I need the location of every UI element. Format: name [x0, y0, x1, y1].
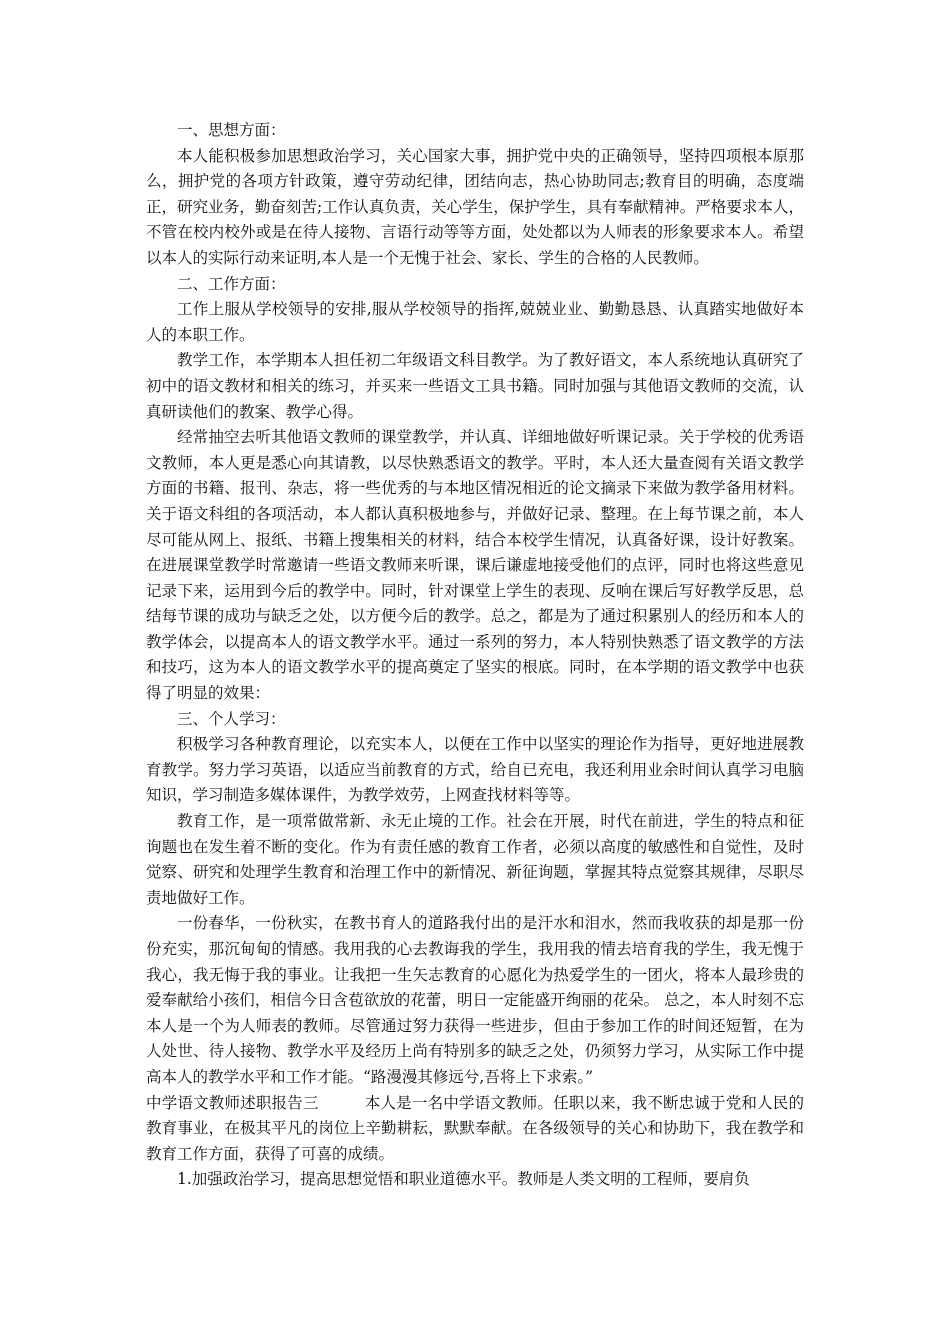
report-three-item-1: 1.加强政治学习，提高思想觉悟和职业道德水平。教师是人类文明的工程师，要肩负 — [177, 1170, 750, 1189]
report-three-intro: 本人是一名中学语文教师。任职以来，我不断忠诚于党和人民的教育事业，在极其平凡的岗位上辛勤耕耘，默默奉献。在各级领导的关心和协助下，我在教学和教育工作方面，获得了可喜的成绩。 — [146, 1093, 804, 1163]
paragraph-study-1: 积极学习各种教育理论，以充实本人，以便在工作中以坚实的理论作为指导，更好地进展教育教学。努力学习英语，以适应当前教育的方式，给自已充电，我还利用业余时间认真学习电脑知识，学习制造多媒体课件，为教学效劳，上网查找材料等等。 — [146, 735, 804, 805]
paragraph-thought: 本人能积极参加思想政治学习，关心国家大事，拥护党中央的正确领导，坚持四项根本原那么，拥护党的各项方针政策，遵守劳动纪律，团结向志，热心协助同志;教育目的明确，态度端正，研究业务，勤奋刻苦;工作认真负责，关心学生，保护学生，具有奉献精神。严格要求本人，不管在校内校外或是在待人接物、言语行动等等方面，处处都以为人师表的形象要求本人。希望以本人的实际行动来证明,本人是一个无愧于社会、家长、学生的合格的人民教师。 — [146, 146, 804, 267]
paragraph-study-3: 一份春华，一份秋实，在教书育人的道路我付出的是汗水和泪水，然而我收获的却是那一份份充实，那沉甸甸的情感。我用我的心去教诲我的学生，我用我的情去培育我的学生，我无愧于我心，我无悔于我的事业。让我把一生矢志教育的心愿化为热爱学生的一团火，将本人最珍贵的爱奉献给小孩们，相信今日含苞欲放的花蕾，明日一定能盛开绚丽的花朵。 总之，本人时刻不忘本人是一个为人师表的教师。尽管通过努力获得一些进步，但由于参加工作的时间还短暂，在为人处世、待人接物、教学水平及经历上尚有特别多的缺乏之处，仍须努力学习，从实际工作中提高本人的教学水平和工作才能。“路漫漫其修远兮,吾将上下求索。” — [146, 914, 804, 1086]
document-page — [146, 118, 804, 1193]
section-heading-work: 二、工作方面： — [177, 274, 286, 293]
paragraph-work-3: 经常抽空去听其他语文教师的课堂教学，并认真、详细地做好听课记录。关于学校的优秀语文教师，本人更是悉心向其请教，以尽快熟悉语文的教学。平时，本人还大量查阅有关语文教学方面的书籍、报刊、杂志，将一些优秀的与本地区情况相近的论文摘录下来做为教学备用材料。关于语文科组的各项活动，本人都认真积极地参与，并做好记录、整理。在上每节课之前，本人尽可能从网上、报纸、书籍上搜集相关的材料，结合本校学生情况，认真备好课，设计好教案。在进展课堂教学时常邀请一些语文教师来听课，课后谦虚地接受他们的点评，同时也将这些意见记录下来，运用到今后的教学中。同时，针对课堂上学生的表现、反响在课后写好教学反思，总结每节课的成功与缺乏之处，以方便今后的教学。总之，都是为了通过积累别人的经历和本人的教学体会，以提高本人的语文教学水平。通过一系列的努力，本人特别快熟悉了语文教学的方法和技巧，这为本人的语文教学水平的提高奠定了坚实的根底。同时，在本学期的语文教学中也获得了明显的效果： — [146, 428, 804, 703]
report-three-title: 中学语文教师述职报告三 — [146, 1093, 319, 1112]
paragraph-work-1: 工作上服从学校领导的安排,服从学校领导的指挥,兢兢业业、勤勤恳恳、认真踏实地做好本人的本职工作。 — [146, 300, 804, 344]
section-heading-thought: 一、思想方面： — [177, 121, 286, 139]
paragraph-study-2: 教育工作，是一项常做常新、永无止境的工作。社会在开展，时代在前进，学生的特点和征询题也在发生着不断的变化。作为有责任感的教育工作者，必须以高度的敏感性和自觉性，及时觉察、研究和处理学生教育和治理工作中的新情况、新征询题，掌握其特点觉察其规律，尽职尽责地做好工作。 — [146, 812, 804, 907]
paragraph-work-2: 教学工作，本学期本人担任初二年级语文科目教学。为了教好语文，本人系统地认真研究了初中的语文教材和相关的练习，并买来一些语文工具书籍。同时加强与其他语文教师的交流，认真研读他们的教案、教学心得。 — [146, 351, 804, 421]
report-three-block — [146, 1091, 804, 1168]
section-heading-study: 三、个人学习： — [177, 709, 286, 728]
